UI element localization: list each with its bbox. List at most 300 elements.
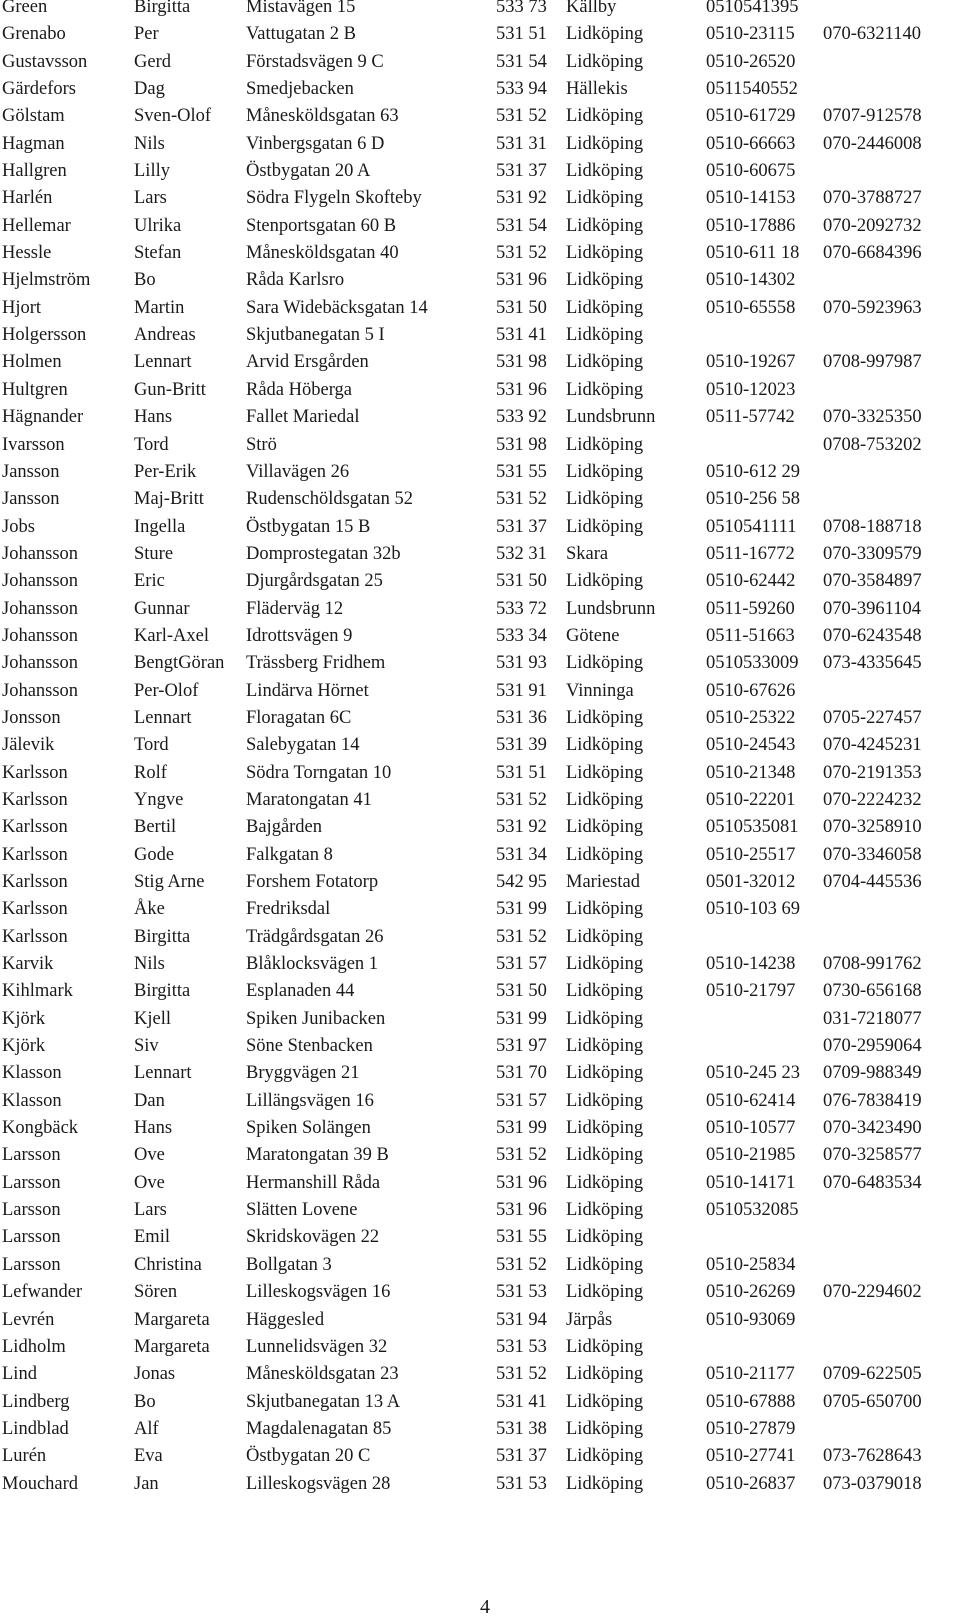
directory-row — [0, 623, 960, 650]
postal-code-cell: 531 52 — [496, 926, 547, 947]
mobile-cell: 076-7838419 — [823, 1090, 922, 1111]
address-cell: Lunnelidsvägen 32 — [246, 1336, 388, 1357]
address-cell: Fredriksdal — [246, 899, 331, 920]
address-cell: Månesköldsgatan 40 — [246, 243, 399, 264]
first-name-cell: Margareta — [134, 1309, 210, 1330]
address-cell: Trädgårdsgatan 26 — [246, 926, 384, 947]
mobile-cell: 0708-188718 — [823, 516, 922, 537]
directory-row — [0, 1142, 960, 1169]
postal-code-cell: 531 50 — [496, 297, 547, 318]
first-name-cell: Gerd — [134, 51, 171, 72]
surname-cell: Levrén — [2, 1309, 55, 1330]
postal-code-cell: 531 55 — [496, 1227, 547, 1248]
surname-cell: Hägnander — [2, 407, 84, 428]
surname-cell: Karlsson — [2, 872, 68, 892]
surname-cell: Karlsson — [2, 844, 68, 865]
first-name-cell: Sören — [134, 1282, 178, 1303]
first-name-cell: Bo — [134, 1391, 156, 1412]
surname-cell: Ivarsson — [2, 434, 65, 455]
first-name-cell: Nils — [134, 133, 165, 154]
surname-cell: Hultgren — [2, 379, 68, 400]
first-name-cell: Bo — [134, 270, 156, 291]
postal-code-cell: 531 37 — [496, 1446, 547, 1467]
postal-code-cell: 531 97 — [496, 1036, 547, 1057]
address-cell: Trässberg Fridhem — [246, 653, 386, 674]
postal-code-cell: 531 57 — [496, 954, 547, 975]
city-cell: Götene — [566, 625, 620, 646]
directory-row — [0, 541, 960, 568]
phone-cell: 0511-16772 — [706, 543, 795, 564]
surname-cell: Green — [2, 0, 48, 17]
surname-cell: Kihlmark — [2, 981, 73, 1002]
phone-cell: 0510-256 58 — [706, 489, 801, 510]
first-name-cell: Ingella — [134, 516, 186, 537]
surname-cell: Jansson — [2, 489, 60, 510]
city-cell: Lidköping — [566, 1446, 644, 1467]
phone-cell: 0510-21985 — [706, 1145, 796, 1166]
first-name-cell: Siv — [134, 1036, 159, 1057]
postal-code-cell: 531 37 — [496, 516, 547, 537]
address-cell: Domprostegatan 32b — [246, 543, 401, 564]
directory-row — [0, 459, 960, 486]
directory-row — [0, 213, 960, 240]
phone-cell: 0510532085 — [706, 1200, 799, 1221]
address-cell: Esplanaden 44 — [246, 981, 355, 1002]
postal-code-cell: 531 96 — [496, 1172, 547, 1193]
mobile-cell: 0708-753202 — [823, 434, 922, 455]
phone-cell: 0510-62442 — [706, 571, 796, 592]
address-cell: Bajgården — [246, 817, 323, 838]
city-cell: Lidköping — [566, 653, 644, 674]
postal-code-cell: 531 50 — [496, 571, 547, 592]
phone-cell: 0510-93069 — [706, 1309, 796, 1330]
first-name-cell: Birgitta — [134, 926, 191, 947]
mobile-cell: 0708-997987 — [823, 352, 922, 373]
directory-row — [0, 678, 960, 705]
address-cell: Villavägen 26 — [246, 461, 350, 482]
postal-code-cell: 531 53 — [496, 1336, 547, 1357]
city-cell: Lidköping — [566, 461, 644, 482]
first-name-cell: Ove — [134, 1172, 165, 1193]
address-cell: Djurgårdsgatan 25 — [246, 571, 383, 592]
first-name-cell: Alf — [134, 1418, 159, 1439]
phone-cell: 0510-25834 — [706, 1254, 796, 1275]
city-cell: Lundsbrunn — [566, 407, 656, 428]
mobile-cell: 0704-445536 — [823, 872, 922, 892]
surname-cell: Johansson — [2, 653, 79, 674]
mobile-cell: 070-3584897 — [823, 571, 922, 592]
city-cell: Lidköping — [566, 789, 644, 810]
mobile-cell: 0709-622505 — [823, 1364, 922, 1385]
mobile-cell: 070-3346058 — [823, 844, 922, 865]
directory-row — [0, 267, 960, 294]
phone-cell: 0511-57742 — [706, 407, 795, 428]
city-cell: Lidköping — [566, 215, 644, 236]
surname-cell: Lefwander — [2, 1282, 83, 1303]
city-cell: Lidköping — [566, 844, 644, 865]
directory-row — [0, 896, 960, 923]
surname-cell: Holgersson — [2, 325, 87, 346]
surname-cell: Lurén — [2, 1446, 47, 1467]
surname-cell: Johansson — [2, 543, 79, 564]
address-cell: Fallet Mariedal — [246, 407, 360, 428]
first-name-cell: Gun-Britt — [134, 379, 206, 400]
phone-cell: 0510-62414 — [706, 1090, 796, 1111]
directory-row — [0, 705, 960, 732]
city-cell: Lidköping — [566, 735, 644, 756]
surname-cell: Gölstam — [2, 106, 65, 127]
first-name-cell: Andreas — [134, 325, 196, 346]
postal-code-cell: 531 98 — [496, 352, 547, 373]
first-name-cell: Dag — [134, 79, 165, 100]
surname-cell: Johansson — [2, 571, 79, 592]
directory-row — [0, 0, 960, 21]
first-name-cell: Per-Olof — [134, 680, 199, 701]
first-name-cell: Sven-Olof — [134, 106, 212, 127]
directory-row — [0, 1197, 960, 1224]
directory-row — [0, 760, 960, 787]
first-name-cell: Ulrika — [134, 215, 182, 236]
postal-code-cell: 531 31 — [496, 133, 547, 154]
address-cell: Hermanshill Råda — [246, 1172, 381, 1193]
city-cell: Lidköping — [566, 516, 644, 537]
mobile-cell: 073-7628643 — [823, 1446, 922, 1467]
phone-cell: 0510-611 18 — [706, 243, 800, 264]
mobile-cell: 0705-227457 — [823, 707, 922, 728]
mobile-cell: 070-6321140 — [823, 24, 921, 45]
mobile-cell: 070-6684396 — [823, 243, 922, 264]
surname-cell: Holmen — [2, 352, 62, 373]
phone-cell: 0510-65558 — [706, 297, 796, 318]
mobile-cell: 0708-991762 — [823, 954, 922, 975]
first-name-cell: Karl-Axel — [134, 625, 209, 646]
surname-cell: Karlsson — [2, 789, 68, 810]
postal-code-cell: 531 53 — [496, 1282, 547, 1303]
phone-cell: 0510-26837 — [706, 1473, 796, 1494]
phone-cell: 0510-14153 — [706, 188, 796, 209]
first-name-cell: Birgitta — [134, 0, 191, 17]
first-name-cell: Birgitta — [134, 981, 191, 1002]
directory-row — [0, 103, 960, 130]
postal-code-cell: 531 94 — [496, 1309, 547, 1330]
surname-cell: Hagman — [2, 133, 65, 154]
address-cell: Smedjebacken — [246, 79, 354, 100]
directory-row — [0, 1334, 960, 1361]
address-cell: Månesköldsgatan 23 — [246, 1364, 399, 1385]
directory-row — [0, 349, 960, 376]
first-name-cell: Lennart — [134, 707, 192, 728]
city-cell: Vinninga — [566, 680, 634, 701]
first-name-cell: BengtGöran — [134, 653, 225, 674]
address-cell: Spiken Junibacken — [246, 1008, 386, 1029]
address-cell: Spiken Solängen — [246, 1118, 371, 1139]
directory-row — [0, 596, 960, 623]
surname-cell: Hallgren — [2, 161, 67, 182]
mobile-cell: 070-2092732 — [823, 215, 922, 236]
phone-cell: 0510541111 — [706, 516, 797, 537]
address-cell: Skjutbanegatan 5 I — [246, 325, 385, 346]
city-cell: Lidköping — [566, 1145, 644, 1166]
directory-row — [0, 322, 960, 349]
first-name-cell: Emil — [134, 1227, 170, 1248]
surname-cell: Hjelmström — [2, 270, 91, 291]
directory-row — [0, 814, 960, 841]
first-name-cell: Kjell — [134, 1008, 171, 1029]
address-cell: Råda Höberga — [246, 379, 352, 400]
phone-cell: 0511-51663 — [706, 625, 795, 646]
surname-cell: Karlsson — [2, 899, 68, 920]
postal-code-cell: 531 54 — [496, 215, 547, 236]
surname-cell: Lindblad — [2, 1418, 69, 1439]
address-cell: Vattugatan 2 B — [246, 24, 356, 45]
phone-cell: 0510-25322 — [706, 707, 796, 728]
first-name-cell: Hans — [134, 1118, 173, 1139]
surname-cell: Johansson — [2, 680, 79, 701]
mobile-cell: 0709-988349 — [823, 1063, 922, 1084]
city-cell: Lidköping — [566, 1418, 644, 1439]
first-name-cell: Tord — [134, 434, 169, 455]
postal-code-cell: 531 52 — [496, 1145, 547, 1166]
city-cell: Lidköping — [566, 762, 644, 783]
city-cell: Mariestad — [566, 872, 640, 892]
directory-row — [0, 1170, 960, 1197]
first-name-cell: Lennart — [134, 1063, 192, 1084]
surname-cell: Hellemar — [2, 215, 71, 236]
phone-cell: 0510-25517 — [706, 844, 796, 865]
surname-cell: Larsson — [2, 1227, 61, 1248]
directory-row — [0, 1088, 960, 1115]
postal-code-cell: 533 72 — [496, 598, 547, 619]
postal-code-cell: 531 52 — [496, 489, 547, 510]
address-cell: Strö — [246, 434, 277, 455]
first-name-cell: Gunnar — [134, 598, 190, 619]
postal-code-cell: 531 41 — [496, 1391, 547, 1412]
postal-code-cell: 531 52 — [496, 106, 547, 127]
surname-cell: Gärdefors — [2, 79, 76, 100]
surname-cell: Grenabo — [2, 24, 66, 45]
city-cell: Lidköping — [566, 1391, 644, 1412]
phone-cell: 0510-26269 — [706, 1282, 796, 1303]
postal-code-cell: 531 52 — [496, 243, 547, 264]
directory-row — [0, 185, 960, 212]
address-cell: Lindärva Hörnet — [246, 680, 369, 701]
postal-code-cell: 531 54 — [496, 51, 547, 72]
phone-cell: 0510-10577 — [706, 1118, 796, 1139]
page-number: 4 — [480, 1596, 490, 1618]
postal-code-cell: 531 96 — [496, 379, 547, 400]
address-cell: Floragatan 6C — [246, 707, 352, 728]
directory-row — [0, 1471, 960, 1498]
city-cell: Lidköping — [566, 954, 644, 975]
first-name-cell: Per-Erik — [134, 461, 197, 482]
directory-row — [0, 1416, 960, 1443]
directory-row — [0, 842, 960, 869]
mobile-cell: 073-4335645 — [823, 653, 922, 674]
mobile-cell: 070-2446008 — [823, 133, 922, 154]
city-cell: Lidköping — [566, 434, 644, 455]
mobile-cell: 070-2294602 — [823, 1282, 922, 1303]
city-cell: Lidköping — [566, 243, 644, 264]
first-name-cell: Martin — [134, 297, 185, 318]
address-cell: Falkgatan 8 — [246, 844, 333, 865]
surname-cell: Larsson — [2, 1172, 61, 1193]
city-cell: Lidköping — [566, 1036, 644, 1057]
address-cell: Östbygatan 20 A — [246, 161, 371, 182]
surname-cell: Jälevik — [2, 735, 55, 756]
first-name-cell: Lilly — [134, 161, 170, 182]
mobile-cell: 070-3961104 — [823, 598, 921, 619]
first-name-cell: Eric — [134, 571, 165, 592]
mobile-cell: 070-2191353 — [823, 762, 922, 783]
city-cell: Lidköping — [566, 325, 644, 346]
city-cell: Lidköping — [566, 352, 644, 373]
first-name-cell: Lars — [134, 1200, 167, 1221]
directory-row — [0, 158, 960, 185]
postal-code-cell: 531 53 — [496, 1473, 547, 1494]
first-name-cell: Gode — [134, 844, 175, 865]
directory-row — [0, 787, 960, 814]
address-cell: Skridskovägen 22 — [246, 1227, 380, 1248]
city-cell: Lidköping — [566, 707, 644, 728]
address-cell: Forshem Fotatorp — [246, 872, 379, 892]
city-cell: Lidköping — [566, 571, 644, 592]
phone-cell: 0510-22201 — [706, 789, 796, 810]
address-cell: Fläderväg 12 — [246, 598, 344, 619]
surname-cell: Larsson — [2, 1145, 61, 1166]
address-cell: Slätten Lovene — [246, 1200, 358, 1221]
phone-cell: 0510533009 — [706, 653, 799, 674]
first-name-cell: Lars — [134, 188, 167, 209]
first-name-cell: Rolf — [134, 762, 167, 783]
postal-code-cell: 531 57 — [496, 1090, 547, 1111]
address-cell: Maratongatan 41 — [246, 789, 372, 810]
city-cell: Källby — [566, 0, 617, 17]
postal-code-cell: 531 98 — [496, 434, 547, 455]
city-cell: Lidköping — [566, 817, 644, 838]
address-cell: Råda Karlsro — [246, 270, 345, 291]
postal-code-cell: 531 92 — [496, 817, 547, 838]
first-name-cell: Christina — [134, 1254, 202, 1275]
directory-row — [0, 404, 960, 431]
city-cell: Lidköping — [566, 297, 644, 318]
first-name-cell: Jan — [134, 1473, 159, 1494]
directory-row — [0, 1006, 960, 1033]
surname-cell: Kongbäck — [2, 1118, 79, 1139]
phone-cell: 0510-60675 — [706, 161, 796, 182]
directory-row — [0, 21, 960, 48]
postal-code-cell: 531 52 — [496, 1254, 547, 1275]
phone-cell: 0510541395 — [706, 0, 799, 17]
address-cell: Rudenschöldsgatan 52 — [246, 489, 413, 510]
postal-code-cell: 531 99 — [496, 1008, 547, 1029]
first-name-cell: Sture — [134, 543, 174, 564]
surname-cell: Jansson — [2, 461, 60, 482]
directory-row — [0, 1033, 960, 1060]
mobile-cell: 070-3309579 — [823, 543, 922, 564]
directory-row — [0, 76, 960, 103]
mobile-cell: 070-3258577 — [823, 1145, 922, 1166]
first-name-cell: Åke — [134, 899, 165, 920]
surname-cell: Mouchard — [2, 1473, 79, 1494]
phone-cell: 0510-67888 — [706, 1391, 796, 1412]
first-name-cell: Hans — [134, 407, 173, 428]
phone-cell: 0511-59260 — [706, 598, 795, 619]
postal-code-cell: 532 31 — [496, 543, 547, 564]
phone-cell: 0510535081 — [706, 817, 799, 838]
postal-code-cell: 531 92 — [496, 188, 547, 209]
mobile-cell: 070-5923963 — [823, 297, 922, 318]
postal-code-cell: 531 37 — [496, 161, 547, 182]
postal-code-cell: 531 36 — [496, 707, 547, 728]
address-cell: Förstadsvägen 9 C — [246, 51, 384, 72]
phone-cell: 0510-26520 — [706, 51, 796, 72]
directory-row — [0, 295, 960, 322]
surname-cell: Hjort — [2, 297, 42, 318]
address-cell: Östbygatan 20 C — [246, 1446, 371, 1467]
mobile-cell: 070-3258910 — [823, 817, 922, 838]
postal-code-cell: 531 52 — [496, 789, 547, 810]
address-cell: Södra Torngatan 10 — [246, 762, 392, 783]
surname-cell: Karvik — [2, 954, 54, 975]
first-name-cell: Yngve — [134, 789, 184, 810]
mobile-cell: 070-3325350 — [823, 407, 922, 428]
postal-code-cell: 533 92 — [496, 407, 547, 428]
city-cell: Skara — [566, 543, 609, 564]
directory-row — [0, 869, 960, 896]
surname-cell: Klasson — [2, 1090, 62, 1111]
phone-cell: 0510-245 23 — [706, 1063, 801, 1084]
postal-code-cell: 533 94 — [496, 79, 547, 100]
directory-row — [0, 1361, 960, 1388]
city-cell: Lidköping — [566, 1227, 644, 1248]
directory-row — [0, 514, 960, 541]
phone-cell: 0510-27879 — [706, 1418, 796, 1439]
phone-cell: 0510-23115 — [706, 24, 795, 45]
first-name-cell: Lennart — [134, 352, 192, 373]
surname-cell: Klasson — [2, 1063, 62, 1084]
postal-code-cell: 531 70 — [496, 1063, 547, 1084]
address-cell: Skjutbanegatan 13 A — [246, 1391, 401, 1412]
address-cell: Lillängsvägen 16 — [246, 1090, 374, 1111]
postal-code-cell: 531 52 — [496, 1364, 547, 1385]
phone-cell: 0501-32012 — [706, 872, 796, 892]
first-name-cell: Bertil — [134, 817, 177, 838]
directory-row — [0, 1060, 960, 1087]
address-cell: Mistavägen 15 — [246, 0, 356, 17]
phone-cell: 0511540552 — [706, 79, 798, 100]
phone-cell: 0510-17886 — [706, 215, 796, 236]
address-cell: Lilleskogsvägen 28 — [246, 1473, 391, 1494]
city-cell: Lidköping — [566, 24, 644, 45]
directory-row — [0, 1224, 960, 1251]
city-cell: Lidköping — [566, 270, 644, 291]
phone-cell: 0510-24543 — [706, 735, 796, 756]
mobile-cell: 070-6243548 — [823, 625, 922, 646]
surname-cell: Karlsson — [2, 926, 68, 947]
surname-cell: Harlén — [2, 188, 53, 209]
directory-row — [0, 1252, 960, 1279]
directory-row — [0, 568, 960, 595]
phone-cell: 0510-14238 — [706, 954, 796, 975]
city-cell: Lidköping — [566, 1063, 644, 1084]
mobile-cell: 070-2224232 — [823, 789, 922, 810]
city-cell: Lidköping — [566, 1008, 644, 1029]
address-cell: Månesköldsgatan 63 — [246, 106, 399, 127]
surname-cell: Lind — [2, 1364, 37, 1385]
address-cell: Vinbergsgatan 6 D — [246, 133, 385, 154]
postal-code-cell: 531 96 — [496, 270, 547, 291]
address-cell: Salebygatan 14 — [246, 735, 360, 756]
